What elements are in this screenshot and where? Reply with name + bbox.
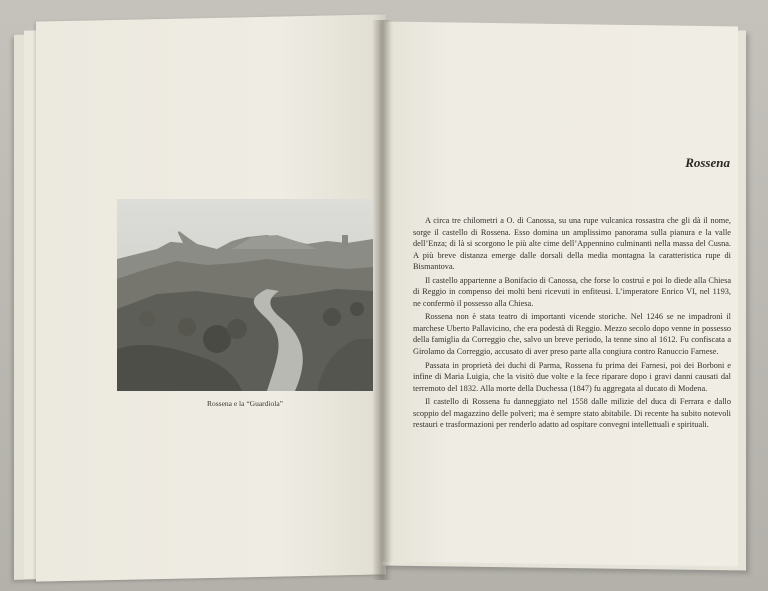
paragraph: Il castello di Rossena fu danneggiato nel 1558 dalle milizie del duca di Ferrara e dallo scoppio del magazzino delle polveri; ma è sempre stato abitabile. Di recente ha subito notevoli restauri e trasformazioni per renderlo adatto ad ospitare convegni intellettuali e spirituali. [413,397,731,430]
paragraph: Passata in proprietà dei duchi di Parma, Rossena fu prima dei Farnesi, poi dei Borboni e infine di Maria Luigia, che la visitò due volte e la fece riparare dopo i gravi danni causati dal terremoto del 1832. Alla morte della Duchessa (1847) fu aggregata al ducato di Modena. [413,360,731,393]
page-title: Rossena [685,155,730,170]
landscape-photo [117,199,373,391]
photo-caption: Rossena e la “Guardiola” [206,399,283,408]
landscape-photo-icon [117,199,373,391]
article-body [413,215,731,433]
paragraph: Rossena non è stata teatro di importanti vicende storiche. Nel 1246 se ne impadronì il marchese Uberto Pallavicino, che era podestà di Reggio. Mezzo secolo dopo venne in possesso della famiglia da Correggio che, salvo un breve periodo, la tenne sino al 1612. Fu confiscata a Girolamo da Correggio, accusato di aver preso parte alla congiura contro Ranuccio Farnese. [413,312,731,357]
paragraph: Il castello appartenne a Bonifacio di Canossa, che forse lo costruì e poi lo diede alla Chiesa di Reggio in compenso dei molti beni ricevuti in enfiteusi. L’imperatore Enrico VI, nel 1193, ne confermò il possesso alla Chiesa. [413,275,731,308]
book-gutter [372,20,392,580]
paragraph: A circa tre chilometri a O. di Canossa, su una rupe vulcanica rossastra che gli dà il nome, sorge il castello di Rossena. Esso domina un amplissimo panorama sulla pianura e la valle dell’Enza; di là si scorgono le più alte cime dell’Appennino culminanti nella massa del Cusna. A più breve distanza emerge dalle dorsali della media montagna la caratteristica rupe di Bismantova. [413,216,731,272]
